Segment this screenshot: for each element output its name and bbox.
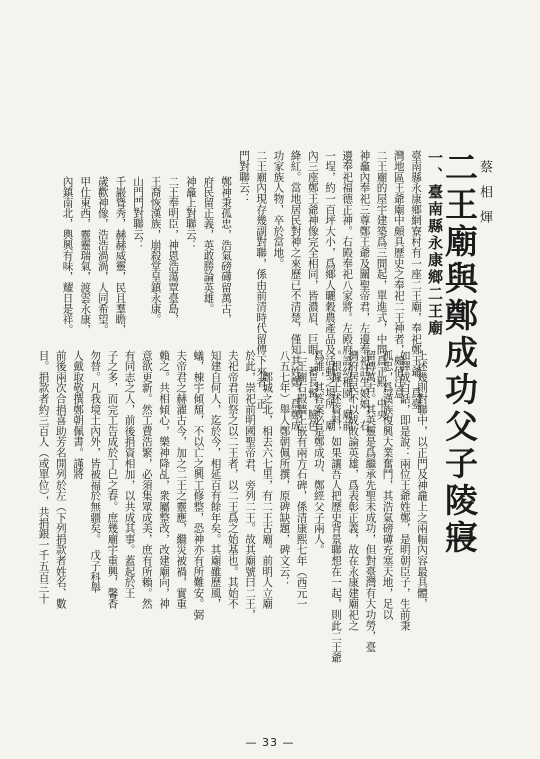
couplet-line: 歲歡神像，浩浩渦渦，人同希望。 [96, 176, 109, 335]
couplet-line: 鄭神秉孤忠，浩氣磅礡留萬古， [220, 176, 232, 325]
text-column: 目。捐款者約三百人（或單位），共捐銀一千五百三十 [37, 350, 50, 604]
text-column: 灣地區王爺廟中頗具歷史之奉祀二王神者，頗值注意。 [392, 150, 405, 410]
text-column: 夫祀帝君而祭之以二王者，以二王爲之始基也。其始不 [226, 350, 239, 610]
couplet-line: 甲仕東西，靈靈瑞氣，渡雲永康， [79, 176, 92, 335]
author-name: 蔡相煇 [477, 160, 492, 235]
text-column: 人戴取敬撰鄭朝佩書。謹將 [72, 350, 84, 480]
text-column: 蟻，棟宇傾頹，不以亡之興工修整，恐神亦有所難安。弼 [192, 350, 205, 620]
text-column: 孤忠，爲漢族復興大業奮鬥，其浩氣磅礡充塞天地，足以 [381, 350, 394, 620]
text-column: 前後兩次合捐喜助芳名開列於左（下列捐款者姓名、數 [54, 350, 67, 610]
text-column: 勿替。凡我境土內外，皆被福於無疆矣。 戊子科舉 [89, 350, 102, 594]
text-column: 上述幾則對聯中，以正門及神龕上之兩幅內容最具體， [416, 350, 428, 610]
couplet-line: 府民留正義，英敢勝論英雄。 [202, 176, 215, 314]
article-title: 二王廟與鄭成功父子陵寢 [440, 150, 479, 557]
text-column: 如譯成白話，即是說：兩位王爺姓鄭，是明朝臣子，生前秉 [398, 350, 411, 631]
text-column: 灣府居民不以成敗論英雄，爲表彰正義，故在永康建廟祀之 [347, 350, 360, 631]
text-column: 於此，崇祀前明國聖帝君、旁列二王。故其廟號曰二王， [244, 350, 256, 620]
text-column: 二王廟的屋宇建築爲三間起，單進式，中間爲正殿，中央 [375, 150, 388, 420]
text-column: 八五七年）舉人鄭朝佩所撰，原碑缺題，碑文云： [278, 350, 291, 588]
couplet-line: 千巖聳秀，赫赫威靈，民且羣瞻， [114, 176, 127, 335]
couplet-line: 山門門對聯云： [132, 176, 144, 251]
text-column: 神龕內奉祀三尊鄭王爺及關聖帝君，左邊奉祀註生娘娘，右 [358, 150, 371, 431]
text-column: 知建自何人，迄於今，相延百有餘年矣。其廟雖歷風， [209, 350, 222, 610]
text-column: 爲誰，其答案必是鄭成功、鄭經父子兩人。 [312, 350, 325, 556]
text-column: 留傳萬古。其英靈是爲繼承先聖未成功，但對臺灣有大功勞，臺 [364, 350, 377, 653]
text-column: 門對聯云： [238, 150, 250, 204]
text-column: 二王廟內現存幾副對聯，係由前清時代留傳下來者，正 [255, 150, 268, 410]
couplet-line: 神龕上對聯云： [184, 176, 197, 251]
text-column: 二王廟右殿牆上嵌有兩方石碑，係清康熙七年（西元一 [295, 350, 308, 610]
text-column: 賴之。共相傾心，樂神降乩，衆屬整改，改建廟向，神 [158, 350, 170, 610]
text-column: 有同志之人，前後捐資相加，以共成其事。蓋起於王 [123, 350, 136, 599]
text-column: 子之多，而完工告成於丁巳之春。庶幾廟宇重興，馨香 [106, 350, 119, 610]
text-column: 一埕，約一百坪大小，爲鄉人曬穀農產品及活動之場所。廟 [324, 150, 336, 431]
text-column: 內三座鄭王爺神像完全相同，皆濃眉、巨眼、蓄長髯，臉色 [306, 150, 319, 431]
text-column: 鄭城之北，相去六七里，有二王古廟。前明人立廟 [261, 350, 274, 610]
text-column: 功家族人物，卒於當地。 [272, 150, 285, 269]
page-number: — 33 — [245, 736, 295, 749]
text-column: 。根據上述資料，如果讓吾人把歷史背景聯想在一起，則此二王爺 [330, 350, 342, 664]
text-column: 夫帝君之赫濯古今，加之二王之靈應，繼災被禍，實重 [175, 350, 188, 610]
text-column: 絳紅。當地居民對神之來歷已不清楚，僅知其姓鄭，爲鄭成 [289, 150, 302, 431]
text-column: 意欲更新。然工費浩繁，必須集眾成美，庶有所賴。然 [140, 350, 153, 610]
section-heading: 一、臺南縣永康鄉二王廟 [426, 150, 444, 337]
couplet-line: 王裔恢漢族，崩殺堂皇鎮永康。 [149, 176, 162, 325]
couplet-line: 二王奉明臣，神恩浩蕩覃臺島， [167, 176, 180, 325]
couplet-line: 內鎮南北，輿興有味，耀日是祥。 [61, 176, 74, 335]
text-column: 邊奉祀福德正神。右殿奉祀八家將。左殿府設幼稚園。廟前 [341, 150, 354, 431]
text-column: 臺南縣永康鄉網寮村有一座二王廟，奉祀鄭王爺，爲臺 [410, 150, 422, 410]
